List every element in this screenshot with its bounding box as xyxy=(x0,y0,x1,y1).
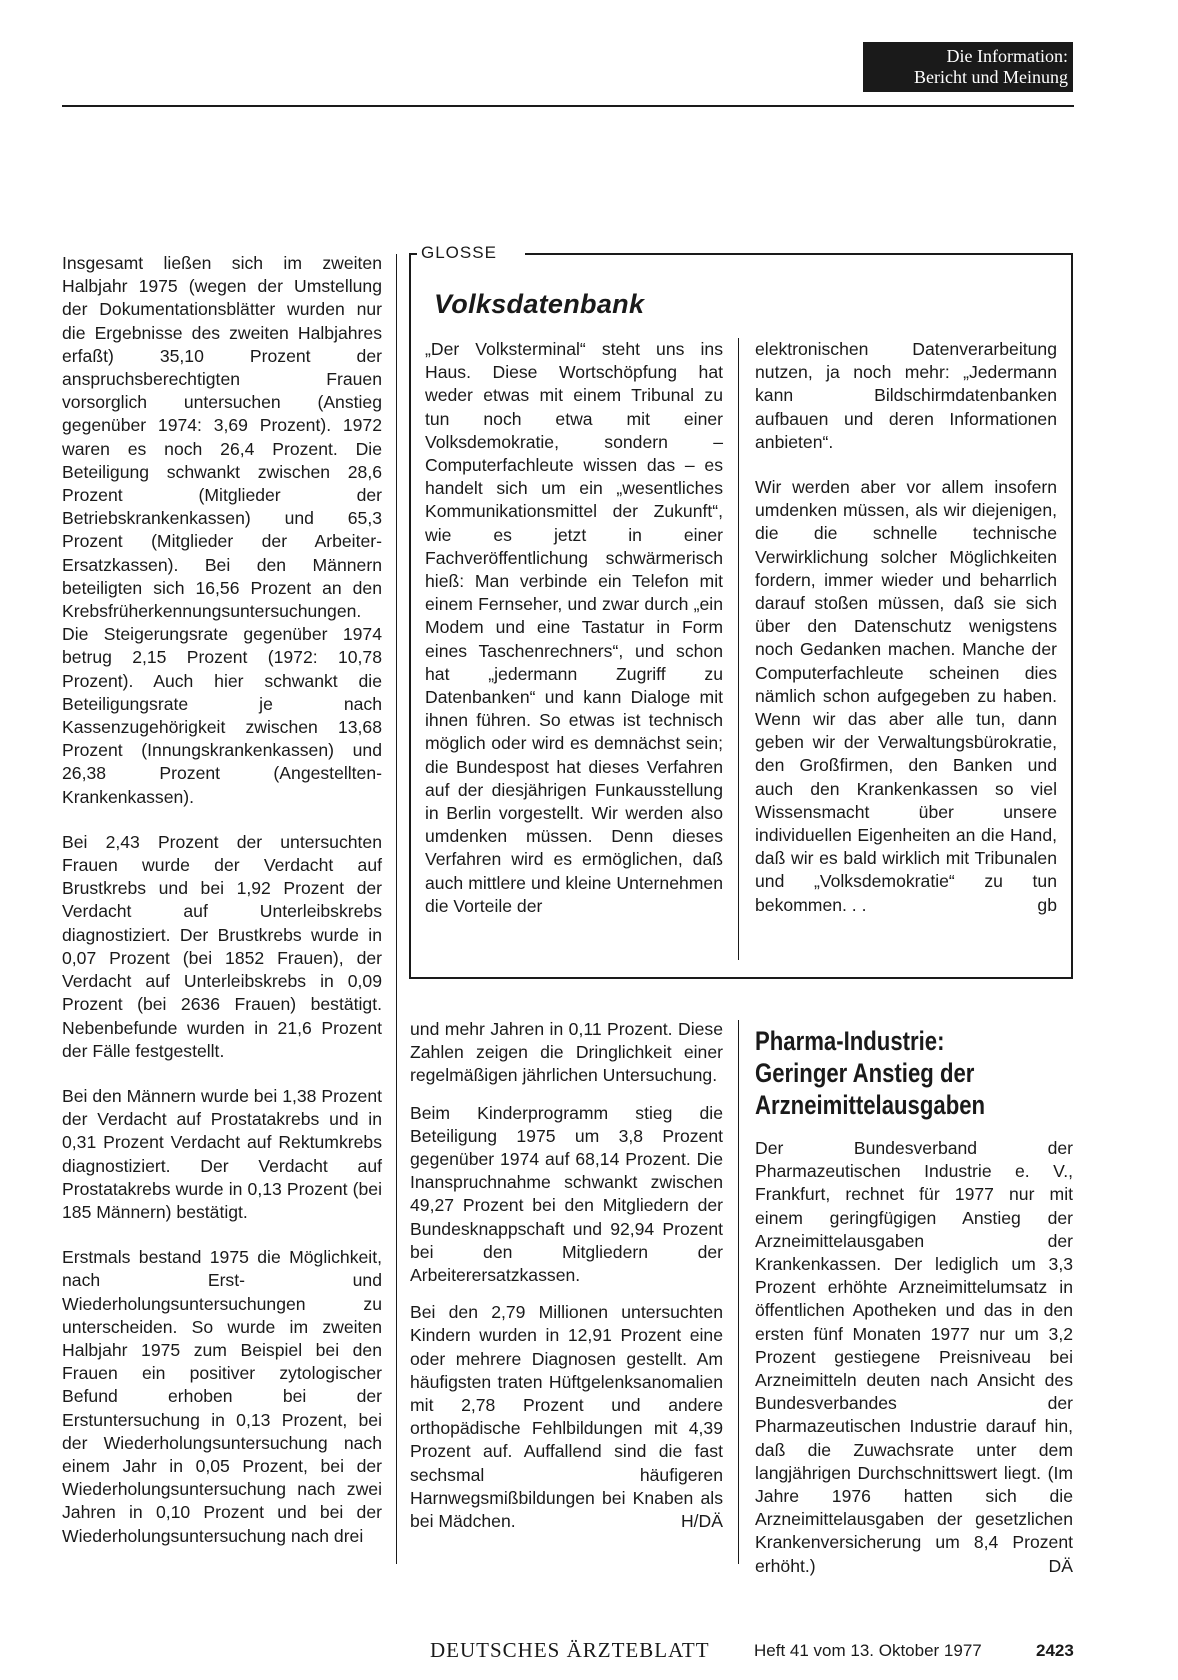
glosse-top-rule-right xyxy=(525,253,1073,255)
left-paragraph-3: Bei den Männern wurde bei 1,38 Prozent der Verdacht auf Prostatakrebs und in 0,31 Prozent Verdacht auf Rektumkrebs diagnostiziert. Der Verdacht auf Prostatakrebs wurde in 0,13 Prozent (bei 185 Männern) bestätigt. xyxy=(62,1085,382,1222)
glosse-label: GLOSSE xyxy=(421,243,497,262)
column-rule-middle xyxy=(738,1020,739,1564)
middle-lower-column xyxy=(410,1018,723,1533)
glosse-top-rule-left xyxy=(409,253,417,255)
middle-paragraph-3 xyxy=(410,1301,723,1533)
left-paragraph-4: Erstmals bestand 1975 die Möglichkeit, nach Erst- und Wiederholungsuntersuchungen zu unterscheiden. So wurde im zweiten Halbjahr 1975 zum Beispiel bei den Frauen ein positiver zytologischer Befund erhoben bei der Erstuntersuchung in 0,13 Prozent, bei der Wiederholungsuntersuchung nach einem Jahr in 0,05 Prozent, bei der Wiederholungsuntersuchung nach zwei Jahren in 0,10 Prozent und bei der Wiederholungsuntersuchung nach drei xyxy=(62,1247,382,1546)
middle-paragraph-3-text: Bei den 2,79 Millionen untersuchten Kindern wurden in 12,91 Prozent eine oder mehrere Diagnosen gestellt. Am häufigsten traten Hüftgelenksanomalien mit 2,78 Prozent und andere orthopädische Fehlbildungen mit 4,39 Prozent auf. Auffallend sind die fast sechsmal häufigeren Harnwegsmißbildungen bei Knaben als bei Mädchen. xyxy=(410,1302,723,1532)
pharma-title-line2: Geringer Anstieg der xyxy=(755,1058,975,1088)
pharma-article-title xyxy=(755,1025,1016,1121)
middle-signature: H/DÄ xyxy=(680,1511,723,1532)
glosse-paragraph-3-text: Wir werden aber vor allem insofern umdenken müssen, als wir diejenigen, die die schnelle technische Verwirklichung solcher Möglichkeiten fordern, immer wieder und beharrlich darauf stoßen müssen, daß sie sich über den Datenschutz wenigstens noch Gedanken machen. Manche der Computerfachleute scheinen dies nämlich schon aufgegeben zu haben. Wenn wir das aber alle tun, dann geben wir der Verwaltungsbürokratie, den Großfirmen, den Banken und auch den Krankenkassen so viel Wissensmacht über unsere individuellen Eigenheiten an die Hand, daß wir es bald wirklich mit Tribunalen und „Volksdemokratie“ zu tun bekommen. . . xyxy=(755,477,1057,915)
glosse-signature: gb xyxy=(1037,894,1057,915)
pharma-article-body xyxy=(755,1137,1073,1578)
glosse-column-rule xyxy=(738,338,739,960)
glosse-paragraph-1: „Der Volksterminal“ steht uns ins Haus. Diese Wortschöpfung hat weder etwas mit einem Tribunal zu tun noch etwa mit einer Volksdemokratie, sondern – Computerfachleute wissen das – es handelt sich um ein „wesentliches Kommunikationsmittel der Zukunft“, wie es jetzt in einer Fachveröffentlichung schwärmerisch hieß: Man verbinde ein Telefon mit einem Fernseher, und zwar durch „ein Modem und eine Tastatur in Form eines Taschenrechners“, und schon hat „jedermann Zugriff zu Datenbanken“ und kann Dialoge mit ihnen führen. So etwas ist technisch möglich oder wird es demnächst sein; die Bundespost hat dieses Verfahren auf der diesjährigen Funkausstellung in Berlin vorgestellt. Wir werden also umdenken müssen. Denn dieses Verfahren wird es ermöglichen, daß auch mittlere und kleine Unternehmen die Vorteile der xyxy=(425,339,723,916)
left-paragraph-2: Bei 2,43 Prozent der untersuchten Frauen wurde der Verdacht auf Brustkrebs und bei 1,92 Prozent der Verdacht auf Unterleibskrebs diagnostiziert. Der Brustkrebs wurde in 0,07 Prozent (bei 1852 Frauen), der Verdacht auf Unterleibskrebs in 0,09 Prozent (bei 2636 Frauen) bestätigt. Nebenbefunde wurden in 21,6 Prozent der Fälle festgestellt. xyxy=(62,831,382,1061)
glosse-paragraph-3 xyxy=(755,476,1057,917)
left-column xyxy=(62,252,382,1548)
pharma-body-text: Der Bundesverband der Pharmazeutischen Industrie e. V., Frankfurt, rechnet für 1977 nur mit einem geringfügigen Anstieg der Arzneimittelausgaben der Krankenkassen. Der lediglich um 3,3 Prozent erhöhte Arzneimittelumsatz in öffentlichen Apotheken und das in den ersten fünf Monaten 1977 nur um 3,2 Prozent gestiegene Preisniveau bei Arzneimitteln deuten nach Ansicht des Bundesverbandes der Pharmazeutischen Industrie darauf hin, daß die Zuwachsrate unter dem langjährigen Durchschnittswert liegt. (Im Jahre 1976 hatten sich die Arzneimittelausgaben der gesetzlichen Krankenversicherung um 8,4 Prozent erhöht.) xyxy=(755,1138,1073,1576)
footer-masthead: DEUTSCHES ÄRZTEBLATT xyxy=(430,1638,710,1662)
pharma-signature: DÄ xyxy=(1048,1555,1073,1576)
section-label-line2: Bericht und Meinung xyxy=(914,67,1068,87)
section-label-line1: Die Information: xyxy=(946,46,1068,66)
middle-paragraph-2: Beim Kinderprogramm stieg die Beteiligung 1975 um 3,8 Prozent gegenüber 1974 auf 68,14 Prozent. Die Inanspruchnahme schwankt zwischen 49,27 Prozent bei den Mitgliedern der Bundesknappschaft und 92,94 Prozent bei den Mitgliedern der Arbeiterersatzkassen. xyxy=(410,1102,723,1286)
glosse-paragraph-2: elektronischen Datenverarbeitung nutzen, ja noch mehr: „Jedermann kann Bildschirmdatenbanken aufbauen und deren Informationen anbieten“. xyxy=(755,339,1057,452)
column-rule-left xyxy=(396,254,397,1564)
section-label xyxy=(863,42,1073,92)
pharma-paragraph xyxy=(755,1137,1073,1578)
left-paragraph-1: Insgesamt ließen sich im zweiten Halbjahr 1975 (wegen der Umstellung der Dokumentationsblätter wurden nur die Ergebnisse des zweiten Halbjahres erfaßt) 35,10 Prozent der anspruchsberechtigten Frauen vorsorglich untersuchen (Anstieg gegenüber 1974: 3,69 Prozent). 1972 waren es noch 26,4 Prozent. Die Beteiligung schwankt zwischen 28,6 Prozent (Mitglieder der Betriebskrankenkassen) und 65,3 Prozent (Mitglieder der Arbeiter-Ersatzkassen). Bei den Männern beteiligten sich 16,56 Prozent an den Krebsfrüherkennungsuntersuchungen. Die Steigerungsrate gegenüber 1974 betrug 2,15 Prozent (1972: 10,78 Prozent). Auch hier schwankt die Beteiligungsrate je nach Kassenzugehörigkeit zwischen 13,68 Prozent (Innungskrankenkassen) und 26,38 Prozent (Angestellten-Krankenkassen). xyxy=(62,253,382,807)
pharma-title-line3: Arzneimittelausgaben xyxy=(755,1090,986,1120)
pharma-title-line1: Pharma-Industrie: xyxy=(755,1026,945,1056)
header-rule xyxy=(62,105,1074,107)
middle-paragraph-1: und mehr Jahren in 0,11 Prozent. Diese Zahlen zeigen die Dringlichkeit einer regelmäßigen jährlichen Untersuchung. xyxy=(410,1019,723,1086)
glosse-column-2 xyxy=(755,338,1057,917)
glosse-title: Volksdatenbank xyxy=(434,289,645,319)
footer-page-number: 2423 xyxy=(1036,1641,1074,1660)
glosse-column-1 xyxy=(425,338,723,918)
footer-issue: Heft 41 vom 13. Oktober 1977 xyxy=(754,1641,982,1660)
